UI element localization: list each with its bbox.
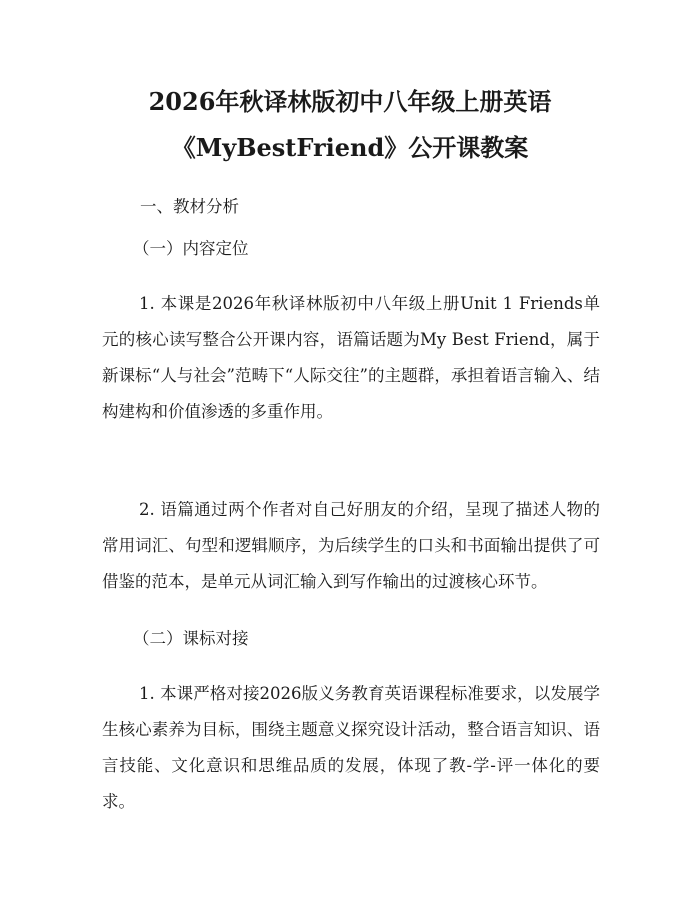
section-heading-textbook-analysis: 一、教材分析	[140, 197, 239, 216]
subsection-heading-curriculum-alignment: （二）课标对接	[133, 629, 249, 648]
paragraph: 1. 本课严格对接2026版义务教育英语课程标准要求，以发展学生核心素养为目标，围绕主题意义探究设计活动，整合语言知识、语言技能、文化意识和思维品质的发展，体现了教-学-评一体化的要求。	[102, 684, 600, 811]
document-title-line-1: 2026年秋译林版初中八年级上册英语	[148, 87, 552, 116]
document-title-line-2: 《MyBestFriend》公开课教案	[171, 133, 529, 162]
subsection-heading-content-positioning: （一）内容定位	[133, 239, 249, 258]
paragraph: 1. 本课是2026年秋译林版初中八年级上册Unit 1 Friends单元的核心读写整合公开课内容，语篇话题为My Best Friend，属于新课标“人与社会”范畴下“人际交往”的主题群，承担着语言输入、结构建构和价值渗透的多重作用。	[102, 294, 600, 421]
paragraph: 2. 语篇通过两个作者对自己好朋友的介绍，呈现了描述人物的常用词汇、句型和逻辑顺序，为后续学生的口头和书面输出提供了可借鉴的范本，是单元从词汇输入到写作输出的过渡核心环节。	[102, 500, 600, 591]
